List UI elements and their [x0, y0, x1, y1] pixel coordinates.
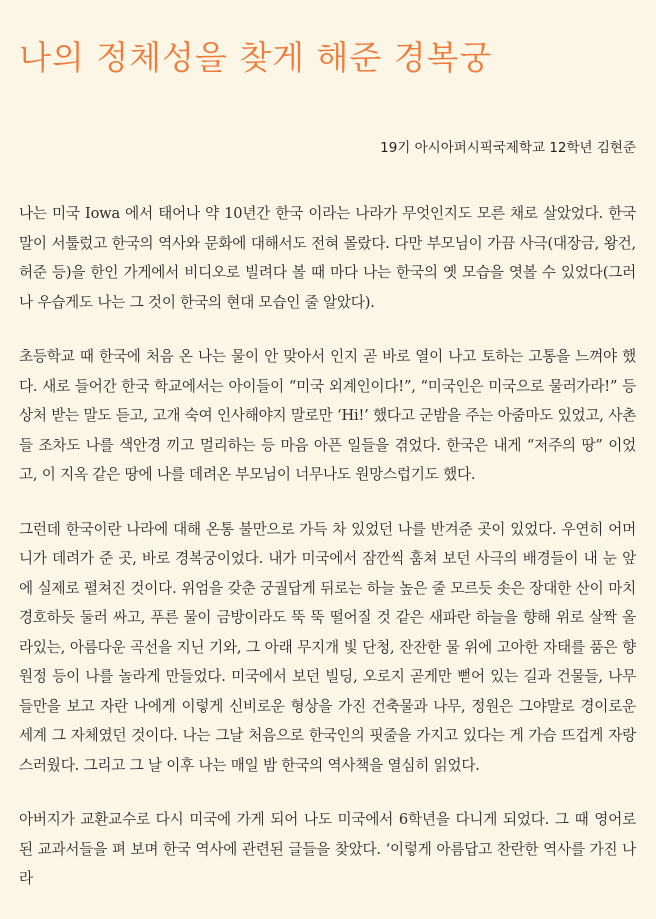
paragraph-1: 나는 미국 Iowa 에서 태어나 약 10년간 한국 이라는 나라가 무엇인지도 모른 채로 살았었다. 한국말이 서툴렀고 한국의 역사와 문화에 대해서도 전혀 몰랐다. 다만 부모님이 가끔 사극(대장금, 왕건, 허준 등)을 한인 가게에서 비디오로 빌려다 볼 때 마다 나는 한국의 옛 모습을 엿볼 수 있었다(그러나 우습게도 나는 그 것이 한국의 현대 모습인 줄 알았다).	[19, 205, 636, 311]
paragraph-2: 초등학교 때 한국에 처음 온 나는 물이 안 맞아서 인지 곧 바로 열이 나고 토하는 고통을 느껴야 했다. 새로 들어간 한국 학교에서는 아이들이 “미국 외계인이다!”, “미국인은 미국으로 물러가라!” 등 상처 받는 말도 듣고, 고개 숙여 인사해야지 말로만 ‘Hi!’ 했다고 군밤을 주는 아줌마도 있었고, 사촌들 조차도 나를 색안경 끼고 멀리하는 등 마음 아픈 일들을 겪었다. 한국은 내게 “저주의 땅” 이었고, 이 지옥 같은 땅에 나를 데려온 부모님이 너무나도 원망스럽기도 했다.	[19, 348, 636, 483]
paragraph-3: 그런데 한국이란 나라에 대해 온통 불만으로 가득 차 있었던 나를 반겨준 곳이 있었다. 우연히 어머니가 데려가 준 곳, 바로 경복궁이었다. 내가 미국에서 잠깐씩 훔쳐 보던 사극의 배경들이 내 눈 앞에 실제로 펼쳐진 것이다. 위엄을 갖춘 궁궐답게 뒤로는 하늘 높은 줄 모르듯 솟은 장대한 산이 마치 경호하듯 둘러 싸고, 푸른 물이 금방이라도 뚝 뚝 떨어질 것 같은 새파란 하늘을 향해 위로 살짝 올라있는, 아름다운 곡선을 지닌 기와, 그 아래 무지개 빛 단청, 잔잔한 물 위에 고아한 자태를 품은 향원정 등이 나를 놀라게 만들었다. 미국에서 보던 빌딩, 오로지 곧게만 뻗어 있는 길과 건물들, 나무들만을 보고 자란 나에게 이렇게 신비로운 형상을 가진 건축물과 나무, 정원은 그야말로 경이로운 세계 그 자체였던 것이다. 나는 그날 처음으로 한국인의 핏줄을 가지고 있다는 게 가슴 뜨겁게 자랑스러웠다. 그리고 그 날 이후 나는 매일 밤 한국의 역사책을 열심히 읽었다.	[19, 520, 636, 774]
paragraph-4: 아버지가 교환교수로 다시 미국에 가게 되어 나도 미국에서 6학년을 다니게 되었다. 그 때 영어로 된 교과서들을 펴 보며 한국 역사에 관련된 글들을 찾았다. ‘이렇게 아름답고 찬란한 역사를 가진 나라	[19, 811, 636, 887]
author-byline: 19기 아시아퍼시픽국제학교 12학년 김현준	[380, 140, 636, 156]
essay-title: 나의 정체성을 찾게 해준 경복궁	[19, 38, 493, 78]
